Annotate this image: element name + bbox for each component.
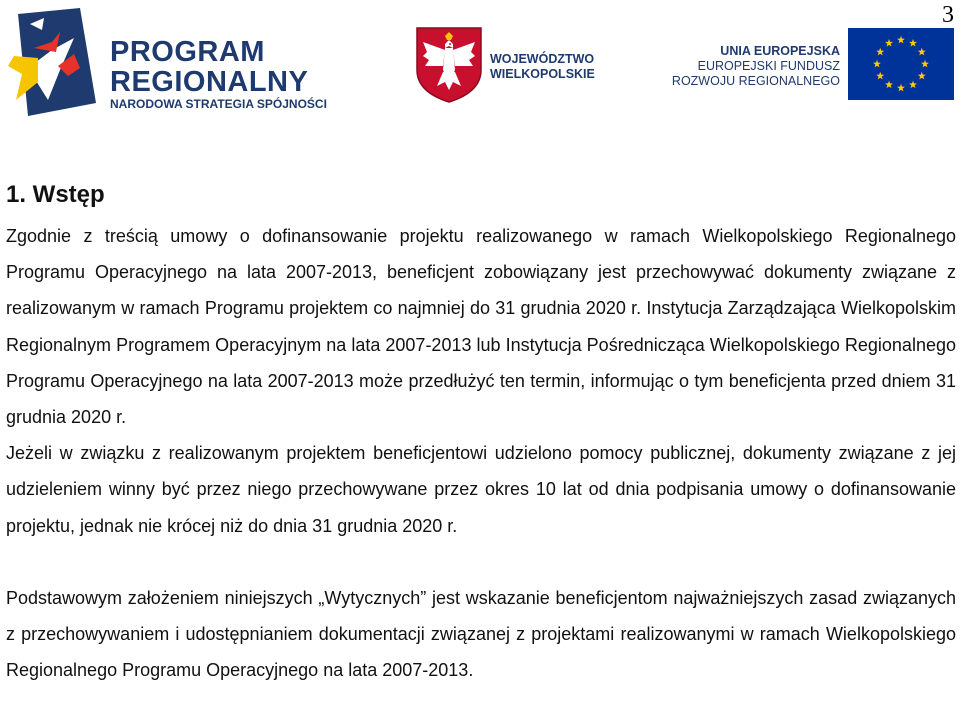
paragraph-2: Jeżeli w związku z realizowanym projektem beneficjentowi udzielono pomocy publicznej, dokumenty związane z jej udzieleniem winny być przez niego przechowywane przez okres 10 lat od dnia podpisania umowy o dofinansowanie projektu, jednak nie krócej niż do dnia 31 grudnia 2020 r. (6, 443, 956, 536)
eagle-shield-icon (415, 26, 483, 104)
program-logo-line1: PROGRAM (110, 36, 265, 68)
ue-logo-text (640, 44, 840, 89)
wojewodztwo-line2: WIELKOPOLSKIE (490, 67, 595, 81)
wojewodztwo-line1: WOJEWÓDZTWO (490, 52, 595, 66)
page-number: 3 (942, 2, 954, 28)
program-regionalny-logo (8, 8, 358, 118)
wojewodztwo-logo-text (490, 52, 595, 82)
eu-flag-icon (848, 28, 954, 100)
paragraph-1: Zgodnie z treścią umowy o dofinansowanie projektu realizowanego w ramach Wielkopolskiego Regionalnego Programu Operacyjnego na lata 2007-2013, beneficjent zobowiązany jest przechowywać dokumenty związane z realizowanym w ramach Programu projektem co najmniej do 31 grudnia 2020 r. Instytucja Zarządzająca Wielkopolskim Regionalnym Programem Operacyjnym na lata 2007-2013 lub Instytucja Pośrednicząca Wielkopolskiego Regionalnego Programu Operacyjnego na lata 2007-2013 może przedłużyć ten termin, informując o tym beneficjenta przed dniem 31 grudnia 2020 r. (6, 226, 956, 428)
ue-line2: EUROPEJSKI FUNDUSZ (697, 59, 840, 73)
ue-line3: ROZWOJU REGIONALNEGO (671, 74, 840, 88)
wojewodztwo-wielkopolskie-logo (415, 26, 615, 106)
ue-line1: UNIA EUROPEJSKA (720, 44, 840, 58)
program-regionalny-emblem-icon (8, 8, 103, 118)
program-logo-subtitle: NARODOWA STRATEGIA SPÓJNOŚCI (110, 97, 327, 111)
section-heading: 1. Wstęp (6, 181, 105, 208)
program-logo-line2: REGIONALNY (110, 66, 309, 98)
document-body (6, 180, 956, 688)
paragraph-3: Podstawowym założeniem niniejszych „Wytycznych” jest wskazanie beneficjentom najważniejszych zasad związanych z przechowywaniem i udostępnianiem dokumentacji związanej z projektami realizowanymi w ramach Wielkopolskiego Regionalnego Programu Operacyjnego na lata 2007-2013. (6, 587, 956, 681)
